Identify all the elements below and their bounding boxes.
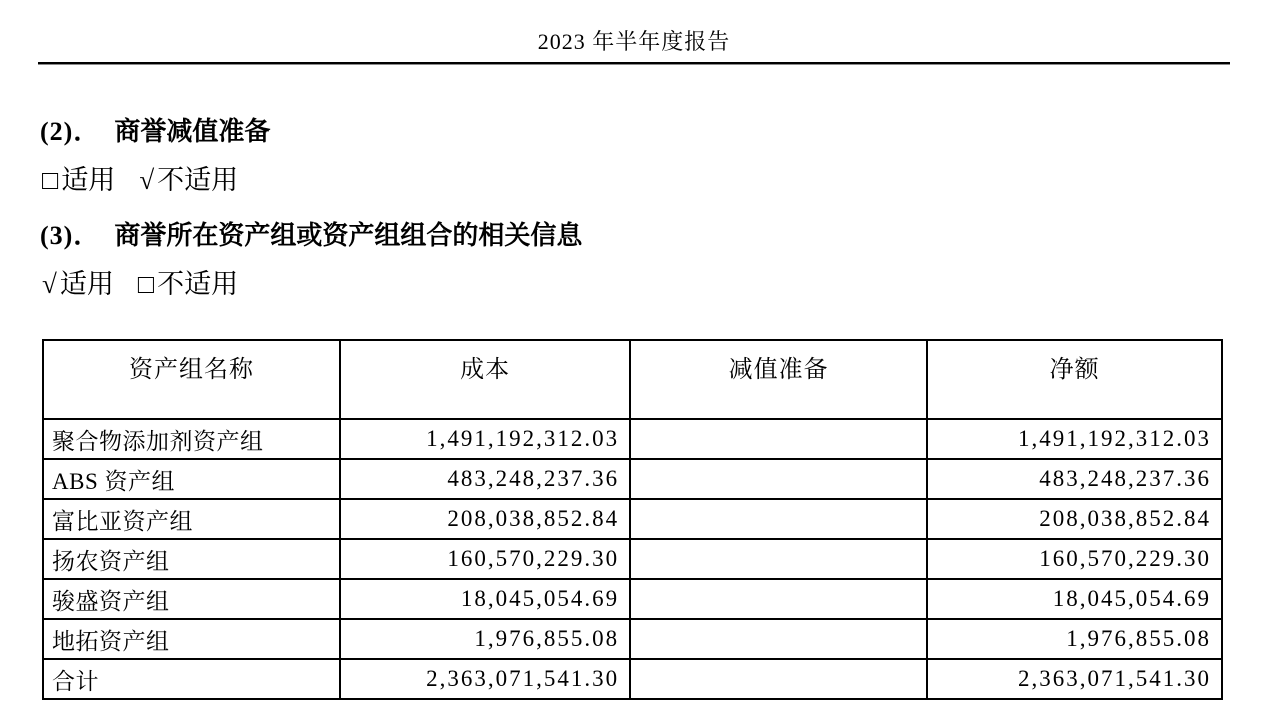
cell-cost: 1,491,192,312.03 xyxy=(340,419,630,459)
option-label: 适用 xyxy=(61,165,116,195)
cell-impairment xyxy=(630,659,927,699)
cell-cost: 160,570,229.30 xyxy=(340,539,630,579)
cell-cost: 2,363,071,541.30 xyxy=(340,659,630,699)
cell-cost: 18,045,054.69 xyxy=(340,579,630,619)
cell-asset-group-name: 富比亚资产组 xyxy=(43,499,340,539)
option-applicable xyxy=(42,269,114,299)
report-header-title: 2023 年半年度报告 xyxy=(537,29,731,54)
checkmark-icon: √ xyxy=(42,269,57,299)
option-label: 不适用 xyxy=(157,165,239,195)
checkmark-icon: √ xyxy=(139,165,155,195)
table-row xyxy=(43,419,1222,459)
cell-asset-group-name: 地拓资产组 xyxy=(43,619,340,659)
table-row xyxy=(43,459,1222,499)
cell-net: 160,570,229.30 xyxy=(927,539,1222,579)
table-row xyxy=(43,499,1222,539)
checkbox-unchecked-icon: □ xyxy=(42,165,59,195)
cell-net: 208,038,852.84 xyxy=(927,499,1222,539)
asset-group-table xyxy=(42,339,1223,700)
cell-asset-group-name: ABS 资产组 xyxy=(43,459,340,499)
table-row xyxy=(43,539,1222,579)
table-row xyxy=(43,619,1222,659)
cell-asset-group-name: 扬农资产组 xyxy=(43,539,340,579)
column-header-cost: 成本 xyxy=(340,340,630,419)
table-row-total xyxy=(43,659,1222,699)
cell-impairment xyxy=(630,619,927,659)
header-divider xyxy=(38,62,1230,65)
cell-impairment xyxy=(630,579,927,619)
cell-cost: 208,038,852.84 xyxy=(340,499,630,539)
option-applicable xyxy=(42,165,115,195)
cell-impairment xyxy=(630,459,927,499)
applicability-line-section3 xyxy=(42,265,1224,303)
page-content xyxy=(0,115,1268,700)
option-not-applicable xyxy=(139,165,238,195)
cell-total-label: 合计 xyxy=(43,659,340,699)
cell-net: 18,045,054.69 xyxy=(927,579,1222,619)
table-header-row xyxy=(43,340,1222,419)
section-title: 商誉减值准备 xyxy=(114,117,271,146)
section-title: 商誉所在资产组或资产组组合的相关信息 xyxy=(114,221,583,250)
cell-impairment xyxy=(630,539,927,579)
cell-net: 2,363,071,541.30 xyxy=(927,659,1222,699)
applicability-line-section2 xyxy=(42,161,1224,199)
column-header-asset-group-name: 资产组名称 xyxy=(43,340,340,419)
cell-impairment xyxy=(630,419,927,459)
cell-net: 1,491,192,312.03 xyxy=(927,419,1222,459)
cell-net: 1,976,855.08 xyxy=(927,619,1222,659)
checkbox-unchecked-icon: □ xyxy=(137,269,155,299)
cell-asset-group-name: 聚合物添加剂资产组 xyxy=(43,419,340,459)
cell-cost: 1,976,855.08 xyxy=(340,619,630,659)
table-row xyxy=(43,579,1222,619)
cell-impairment xyxy=(630,499,927,539)
option-label: 适用 xyxy=(59,269,114,299)
cell-net: 483,248,237.36 xyxy=(927,459,1222,499)
section-number: (3)． xyxy=(40,221,101,250)
cell-cost: 483,248,237.36 xyxy=(340,459,630,499)
option-label: 不适用 xyxy=(157,269,239,299)
section-heading-asset-group-info xyxy=(40,219,1224,253)
column-header-impairment-provision: 减值准备 xyxy=(630,340,927,419)
option-not-applicable xyxy=(138,269,238,299)
cell-asset-group-name: 骏盛资产组 xyxy=(43,579,340,619)
section-number: (2)． xyxy=(40,117,101,146)
column-header-net-amount: 净额 xyxy=(927,340,1222,419)
section-heading-goodwill-impairment xyxy=(40,115,1224,149)
